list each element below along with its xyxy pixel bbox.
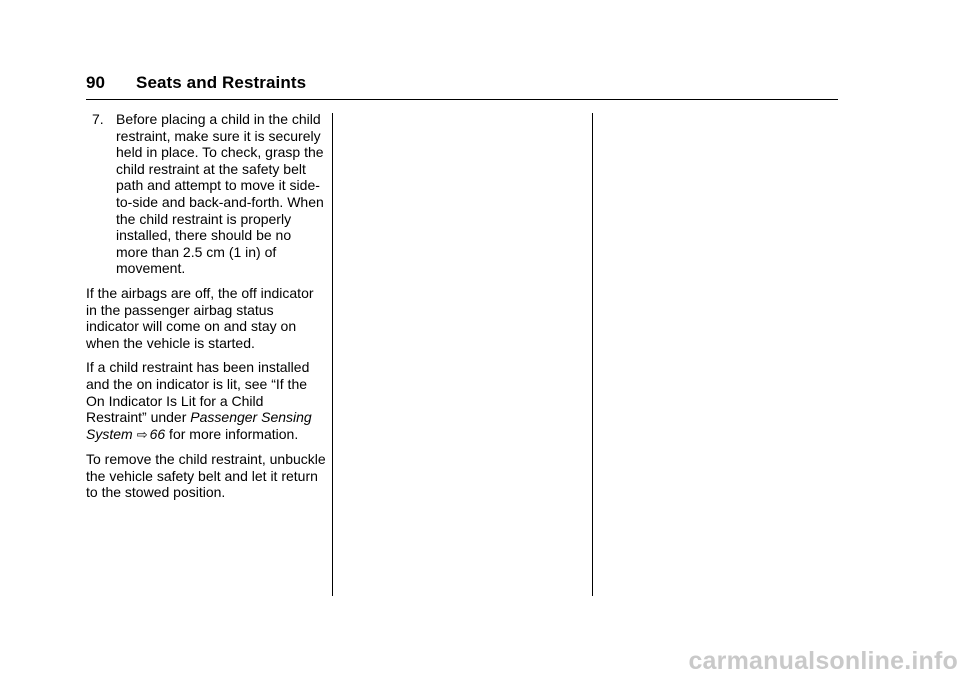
section-title: Seats and Restraints: [136, 73, 307, 92]
column-divider-left: [332, 113, 333, 596]
watermark: carmanualsonline.info: [688, 647, 958, 675]
header-rule: [86, 99, 838, 100]
page-reference-arrow-icon: ⇨: [136, 426, 148, 442]
passenger-sensing-system-link[interactable]: Passenger Sensing System: [86, 409, 312, 442]
on-indicator-text: If a child restraint has been installed and the on indicator is lit, see “If the On Indicator Is Lit for a Child Restraint” under: [86, 359, 310, 426]
paragraph-remove-restraint: To remove the child restraint, unbuckle the vehicle safety belt and let it return to the stowed position.: [86, 451, 326, 501]
page-number: 90: [86, 73, 106, 92]
step-text: Before placing a child in the child restraint, make sure it is securely held in place. To check, grasp the child restraint at the safety belt path and attempt to move it side-to-side and back-and-forth. When the child restraint is properly installed, there should be no more than 2.5 cm (1 in) of movement.: [116, 111, 324, 277]
paragraph-on-indicator: [86, 359, 326, 443]
step-number: 7.: [92, 111, 104, 127]
on-indicator-text-end: for more information.: [165, 425, 299, 442]
page-header: [86, 73, 306, 93]
column-divider-right: [592, 113, 593, 596]
paragraph-airbags-off: If the airbags are off, the off indicator in the passenger airbag status indicator will come on and stay on when the vehicle is started.: [86, 284, 314, 351]
page-reference-number[interactable]: 66: [149, 425, 166, 442]
step-7: [86, 111, 326, 277]
text-column: [86, 111, 326, 509]
